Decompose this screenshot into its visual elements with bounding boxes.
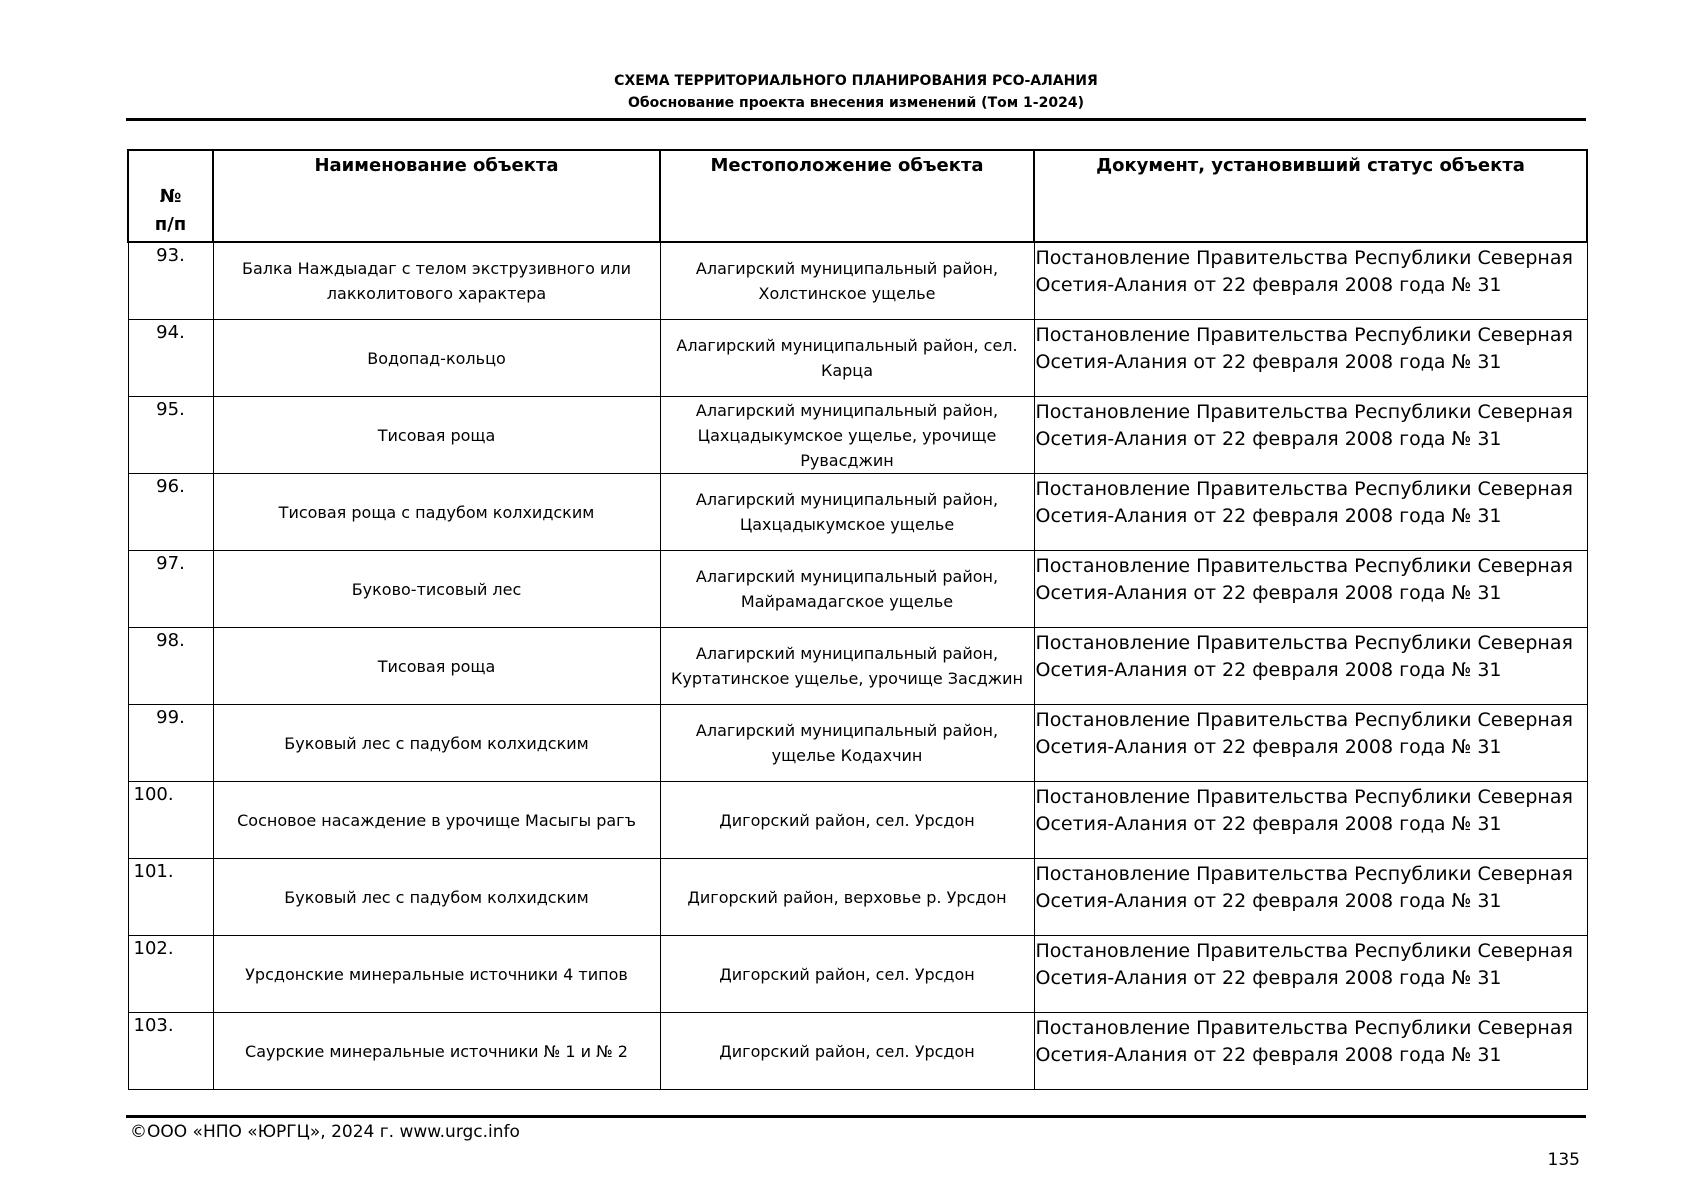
object-name: Буковый лес с падубом колхидским (213, 705, 660, 782)
status-document: Постановление Правительства Республики Северная Осетия-Алания от 22 февраля 2008 года № 31 (1034, 1013, 1587, 1090)
status-document: Постановление Правительства Республики Северная Осетия-Алания от 22 февраля 2008 года № 31 (1034, 628, 1587, 705)
object-name: Тисовая роща с падубом колхидским (213, 474, 660, 551)
row-number: 95. (128, 397, 213, 474)
status-document: Постановление Правительства Республики Северная Осетия-Алания от 22 февраля 2008 года № 31 (1034, 397, 1587, 474)
table-row (128, 859, 1587, 936)
row-number: 93. (128, 242, 213, 320)
object-location: Алагирский муниципальный район, Цахцадыкумское ущелье, урочище Рувасджин (660, 397, 1034, 474)
table-row (128, 782, 1587, 859)
status-document: Постановление Правительства Республики Северная Осетия-Алания от 22 февраля 2008 года № 31 (1034, 936, 1587, 1013)
page-number: 135 (1547, 1150, 1580, 1170)
object-location: Алагирский муниципальный район, Куртатинское ущелье, урочище Засджин (660, 628, 1034, 705)
object-name: Буково-тисовый лес (213, 551, 660, 628)
table-row (128, 474, 1587, 551)
object-location: Дигорский район, сел. Урсдон (660, 782, 1034, 859)
object-location: Алагирский муниципальный район, Холстинское ущелье (660, 242, 1034, 320)
column-header-name: Наименование объекта (213, 150, 660, 242)
object-name: Саурские минеральные источники № 1 и № 2 (213, 1013, 660, 1090)
object-location: Дигорский район, сел. Урсдон (660, 1013, 1034, 1090)
status-document: Постановление Правительства Республики Северная Осетия-Алания от 22 февраля 2008 года № 31 (1034, 474, 1587, 551)
page-header (126, 70, 1586, 114)
table-header-row (128, 150, 1587, 242)
row-number: 99. (128, 705, 213, 782)
header-subtitle: Обоснование проекта внесения изменений (Том 1-2024) (628, 95, 1084, 111)
row-number: 98. (128, 628, 213, 705)
row-number: 100. (128, 782, 213, 859)
row-number: 101. (128, 859, 213, 936)
row-number: 102. (128, 936, 213, 1013)
footer-divider (126, 1115, 1586, 1118)
status-document: Постановление Правительства Республики Северная Осетия-Алания от 22 февраля 2008 года № 31 (1034, 859, 1587, 936)
table-row (128, 1013, 1587, 1090)
column-header-location: Местоположение объекта (660, 150, 1034, 242)
table-row (128, 936, 1587, 1013)
object-name: Тисовая роща (213, 628, 660, 705)
row-number: 97. (128, 551, 213, 628)
table-row (128, 242, 1587, 320)
header-divider (126, 118, 1586, 121)
status-document: Постановление Правительства Республики Северная Осетия-Алания от 22 февраля 2008 года № 31 (1034, 242, 1587, 320)
object-name: Сосновое насаждение в урочище Масыгы рагъ (213, 782, 660, 859)
table-row (128, 628, 1587, 705)
table-row (128, 551, 1587, 628)
header-title: СХЕМА ТЕРРИТОРИАЛЬНОГО ПЛАНИРОВАНИЯ РСО-АЛАНИЯ (614, 73, 1098, 89)
column-header-document: Документ, установивший статус объекта (1034, 150, 1587, 242)
object-name: Урсдонские минеральные источники 4 типов (213, 936, 660, 1013)
table-row (128, 320, 1587, 397)
object-name: Буковый лес с падубом колхидским (213, 859, 660, 936)
row-number: 96. (128, 474, 213, 551)
object-name: Балка Наждыадаг с телом экструзивного или лакколитового характера (213, 242, 660, 320)
object-location: Дигорский район, верховье р. Урсдон (660, 859, 1034, 936)
status-document: Постановление Правительства Республики Северная Осетия-Алания от 22 февраля 2008 года № 31 (1034, 705, 1587, 782)
object-location: Дигорский район, сел. Урсдон (660, 936, 1034, 1013)
object-location: Алагирский муниципальный район, сел. Карца (660, 320, 1034, 397)
object-name: Тисовая роща (213, 397, 660, 474)
object-location: Алагирский муниципальный район, Майрамадагское ущелье (660, 551, 1034, 628)
column-header-number-line1: № (159, 186, 182, 207)
status-document: Постановление Правительства Республики Северная Осетия-Алания от 22 февраля 2008 года № 31 (1034, 320, 1587, 397)
object-name: Водопад-кольцо (213, 320, 660, 397)
object-location: Алагирский муниципальный район, ущелье Кодахчин (660, 705, 1034, 782)
status-document: Постановление Правительства Республики Северная Осетия-Алания от 22 февраля 2008 года № 31 (1034, 551, 1587, 628)
object-location: Алагирский муниципальный район, Цахцадыкумское ущелье (660, 474, 1034, 551)
table-row (128, 705, 1587, 782)
column-header-number (128, 150, 213, 242)
copyright-text: ©ООО «НПО «ЮРГЦ», 2024 г. www.urgc.info (130, 1122, 520, 1142)
column-header-number-line2: п/п (154, 214, 187, 235)
status-document: Постановление Правительства Республики Северная Осетия-Алания от 22 февраля 2008 года № 31 (1034, 782, 1587, 859)
table-row (128, 397, 1587, 474)
objects-table (127, 149, 1588, 1090)
row-number: 94. (128, 320, 213, 397)
row-number: 103. (128, 1013, 213, 1090)
